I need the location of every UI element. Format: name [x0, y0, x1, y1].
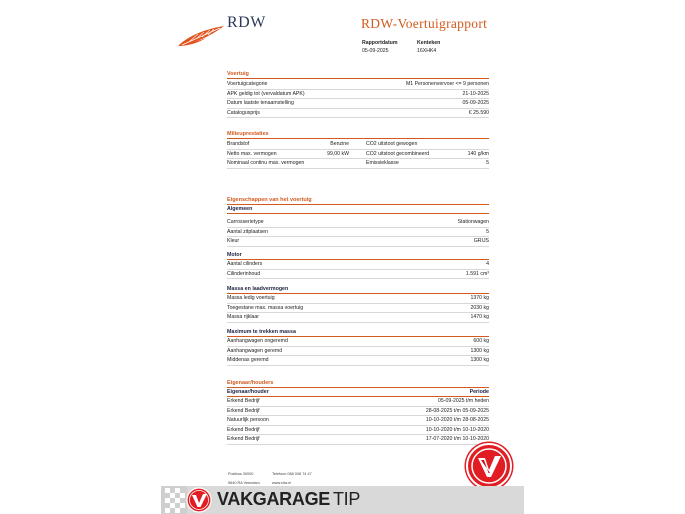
footer-city: 9640 RA Veendam — [228, 480, 260, 485]
table-row: Brandstof Benzine CO2 uitstoot gewogen — [227, 140, 489, 150]
table-row: Middenas geremd 1300 kg — [227, 356, 489, 366]
section-title: Eigenaar/houders — [227, 380, 274, 386]
environment-section — [227, 131, 489, 169]
table-row: Netto max. vermogen 99,00 kW CO2 uitstoot gecombineerd 140 g/km — [227, 150, 489, 160]
subsection-title: Maximum te trekken massa — [227, 329, 296, 335]
vakgarage-tip-label — [217, 489, 360, 510]
vakgarage-badge-icon — [466, 443, 512, 489]
table-row: Carrosserietype Stationwagen — [227, 218, 489, 228]
mass-section — [227, 286, 489, 323]
brand-name: RDW — [227, 14, 266, 31]
vakgarage-logo-icon — [186, 487, 212, 513]
plate-label: Kenteken — [417, 40, 441, 46]
footer-postbus: Postbus 30000 — [228, 472, 254, 476]
towing-section — [227, 329, 489, 366]
section-divider — [227, 204, 489, 205]
table-row: Nominaal continu max. vermogen Emissieklasse 5 — [227, 159, 489, 169]
section-title: Eigenschappen van het voertuig — [227, 197, 312, 203]
checker-flag-icon — [161, 486, 187, 514]
table-row: Aanhangwagen ongeremd 600 kg — [227, 337, 489, 347]
table-row: Erkend Bedrijf 28-08-2025 t/m 05-09-2025 — [227, 407, 489, 417]
report-date-block — [362, 40, 397, 55]
subsection-title: Motor — [227, 252, 242, 258]
subsection-divider — [227, 213, 489, 214]
table-row: Massa ledig voertuig 1370 kg — [227, 294, 489, 304]
table-row: Massa rijklaar 1470 kg — [227, 313, 489, 323]
owner-column-header: Eigenaar/houder — [227, 389, 269, 395]
table-row: Catalogusprijs € 25.590 — [227, 109, 489, 119]
subsection-title: Massa en laadvermogen — [227, 286, 289, 292]
table-row: Voertuigcategorie M1 Personenvervoer <= 9 personen — [227, 80, 489, 90]
table-row: Toegestane max. massa voertuig 2030 kg — [227, 304, 489, 314]
section-title: Milieuprestaties — [227, 131, 269, 137]
footer-address — [228, 470, 260, 487]
table-row: Datum laatste tenaamstelling 05-09-2025 — [227, 99, 489, 109]
engine-section — [227, 252, 489, 279]
table-row: Aantal cilinders 4 — [227, 260, 489, 270]
subsection-title: Algemeen — [227, 206, 253, 212]
table-row: Cilinderinhoud 1.591 cm³ — [227, 270, 489, 280]
banner-brand: VAKGARAGE — [217, 489, 330, 509]
report-date-label: Rapportdatum — [362, 40, 398, 46]
table-row: Aantal zitplaatsen 5 — [227, 228, 489, 238]
table-row: Natuurlijk persoon 10-10-2020 t/m 28-08-2025 — [227, 416, 489, 426]
report-date-value: 05-09-2025 — [362, 47, 389, 54]
section-divider — [227, 138, 489, 139]
table-row: Erkend Bedrijf 17-07-2020 t/m 10-10-2020 — [227, 435, 489, 445]
properties-section — [227, 197, 489, 247]
document-title: RDW-Voertuigrapport — [361, 16, 488, 31]
section-divider — [227, 387, 489, 388]
owners-section — [227, 380, 489, 445]
plate-value: 16XHK4 — [417, 47, 437, 54]
footer-web: www.rdw.nl — [272, 480, 291, 485]
footer-phone: Telefoon 088 008 74 47 — [272, 472, 312, 476]
vehicle-section — [227, 71, 489, 118]
table-row: Aanhangwagen geremd 1300 kg — [227, 347, 489, 357]
table-row: Erkend Bedrijf 10-10-2020 t/m 10-10-2020 — [227, 426, 489, 436]
banner-suffix: TIP — [332, 489, 361, 509]
period-column-header: Periode — [469, 389, 489, 395]
footer-contact — [272, 470, 312, 487]
owners-header — [227, 389, 489, 396]
v-check-icon — [468, 445, 510, 487]
table-row: APK geldig tot (vervaldatum APK) 21-10-2025 — [227, 90, 489, 100]
rdw-feather-logo-icon — [176, 24, 226, 48]
plate-block — [417, 40, 440, 55]
section-divider — [227, 78, 489, 79]
table-row: Kleur GRIJS — [227, 237, 489, 247]
table-row: Erkend Bedrijf 05-09-2025 t/m heden — [227, 397, 489, 407]
section-title: Voertuig — [227, 71, 249, 77]
